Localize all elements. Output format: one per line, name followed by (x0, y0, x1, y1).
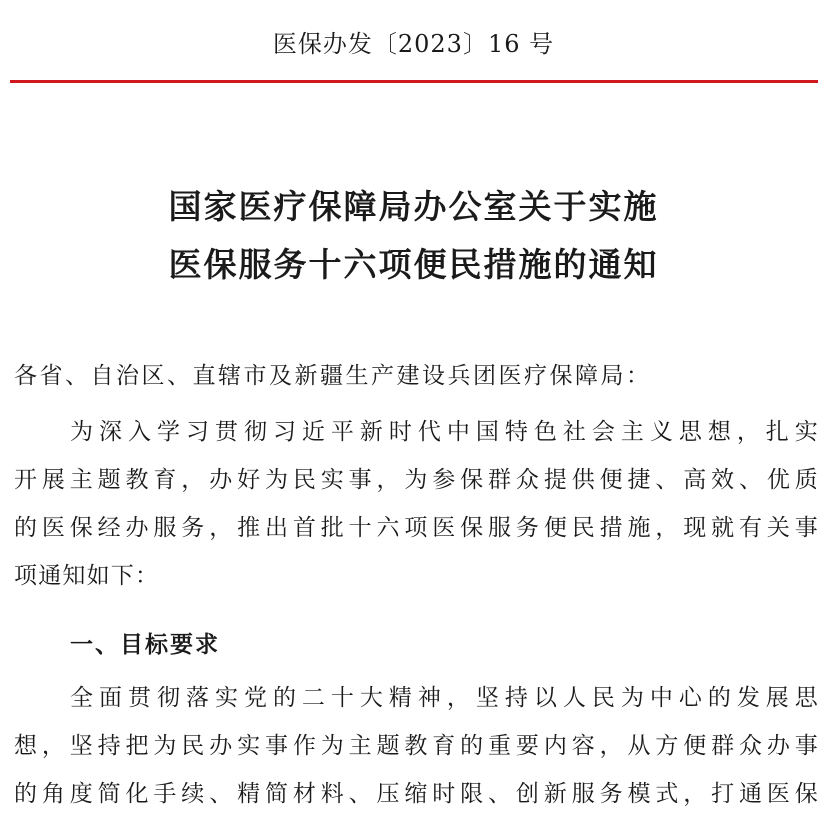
title-line-1: 国家医疗保障局办公室关于实施 (168, 187, 659, 226)
red-divider-line (10, 80, 818, 83)
paragraph-line: 想，坚持把为民办实事作为主题教育的重要内容，从方便群众办事 (14, 733, 819, 759)
paragraph-line: 的角度简化手续、精简材料、压缩时限、创新服务模式，打通医保 (14, 781, 819, 807)
paragraph-line: 的医保经办服务，推出首批十六项医保服务便民措施，现就有关事 (14, 515, 819, 541)
document-title (0, 178, 827, 294)
paragraph-line: 为深入学习贯彻习近平新时代中国特色社会主义思想，扎实 (70, 419, 819, 445)
paragraph-line: 全面贯彻落实党的二十大精神，坚持以人民为中心的发展思 (70, 685, 819, 711)
paragraph-goals (14, 674, 819, 818)
paragraph-line: 项通知如下： (14, 563, 160, 589)
title-line-2: 医保服务十六项便民措施的通知 (168, 245, 659, 284)
salutation: 各省、自治区、直辖市及新疆生产建设兵团医疗保障局： (14, 363, 652, 389)
paragraph-intro (14, 408, 819, 600)
paragraph-line: 开展主题教育，办好为民实事，为参保群众提供便捷、高效、优质 (14, 467, 819, 493)
section-heading: 一、目标要求 (70, 632, 220, 658)
document-number: 医保办发〔2023〕16 号 (272, 30, 555, 58)
